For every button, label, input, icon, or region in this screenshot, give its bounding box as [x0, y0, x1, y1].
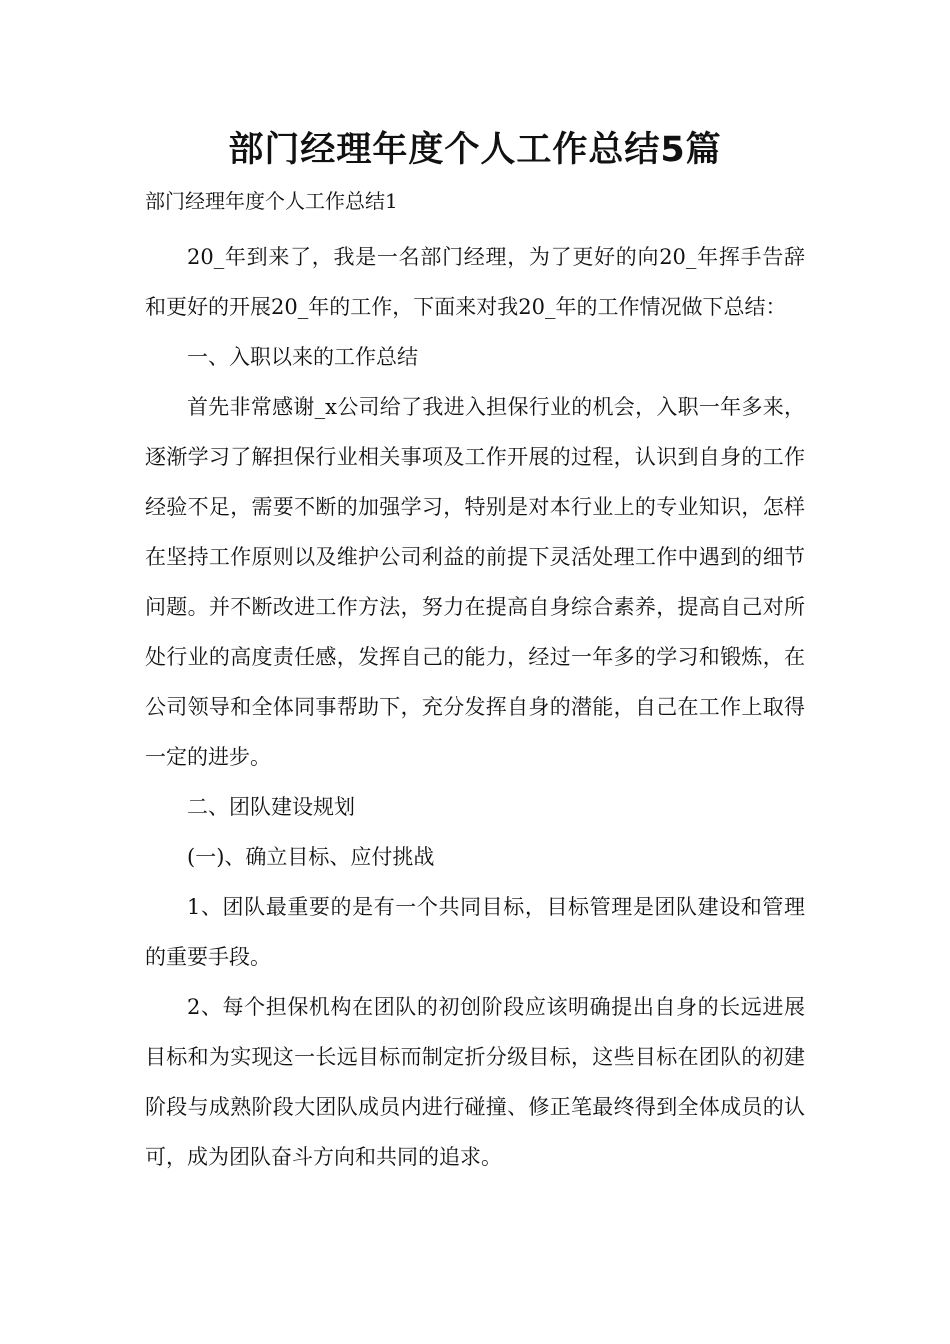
- paragraph-intro: 20_年到来了，我是一名部门经理，为了更好的向20_年挥手告辞和更好的开展20_年的工作，下面来对我20_年的工作情况做下总结：: [145, 245, 805, 319]
- paragraph-work-summary: 首先非常感谢_x公司给了我进入担保行业的机会，入职一年多来，逐渐学习了解担保行业相关事项及工作开展的过程，认识到自身的工作经验不足，需要不断的加强学习，特别是对本行业上的专业知识，怎样在坚持工作原则以及维护公司利益的前提下灵活处理工作中遇到的细节问题。并不断改进工作方法，努力在提高自身综合素养，提高自己对所处行业的高度责任感，发挥自己的能力，经过一年多的学习和锻炼，在公司领导和全体同事帮助下，充分发挥自身的潜能，自己在工作上取得一定的进步。: [145, 395, 805, 769]
- document-subtitle: 部门经理年度个人工作总结1: [145, 189, 398, 213]
- section-heading-2: 二、团队建设规划: [187, 795, 355, 819]
- document-body: [145, 232, 805, 1182]
- document-title: 部门经理年度个人工作总结5篇: [228, 130, 722, 170]
- subsection-heading: (一)、确立目标、应付挑战: [187, 845, 435, 869]
- paragraph-item-1: 1、团队最重要的是有一个共同目标，目标管理是团队建设和管理的重要手段。: [145, 895, 805, 969]
- section-heading-1: 一、入职以来的工作总结: [187, 345, 418, 369]
- paragraph-item-2: 2、每个担保机构在团队的初创阶段应该明确提出自身的长远进展目标和为实现这一长远目标而制定折分级目标，这些目标在团队的初建阶段与成熟阶段大团队成员内进行碰撞、修正笔最终得到全体成员的认可，成为团队奋斗方向和共同的追求。: [145, 995, 805, 1169]
